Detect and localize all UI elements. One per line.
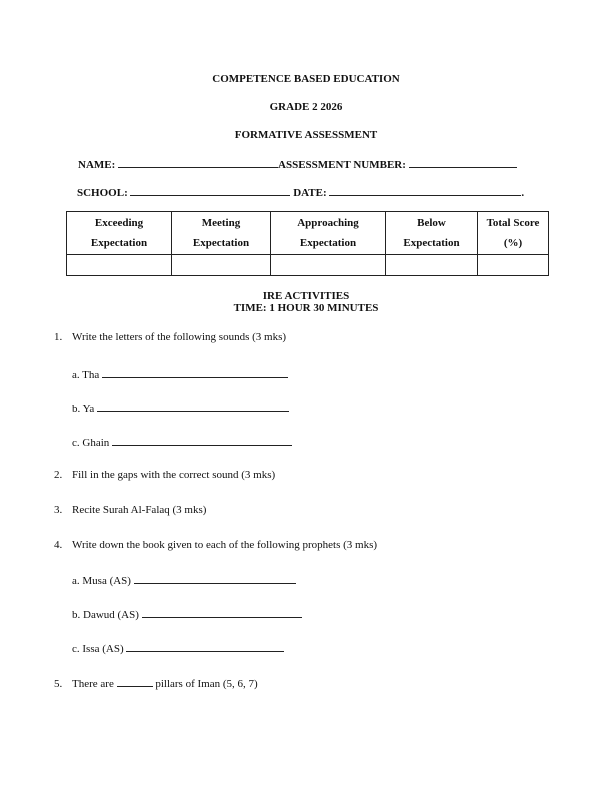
question-1b: b. Ya bbox=[72, 401, 289, 415]
answer-4a[interactable] bbox=[134, 573, 296, 584]
question-4b: b. Dawud (AS) bbox=[72, 607, 302, 621]
name-label: NAME: bbox=[78, 159, 116, 171]
section-title: IRE ACTIVITIES bbox=[262, 290, 350, 302]
school-row bbox=[77, 185, 524, 199]
answer-5[interactable] bbox=[117, 676, 153, 687]
assessment-number-field[interactable] bbox=[409, 157, 517, 168]
header-meeting: Meeting Expectation bbox=[172, 212, 271, 255]
answer-4b[interactable] bbox=[142, 607, 302, 618]
score-table bbox=[66, 211, 549, 276]
date-label: DATE: bbox=[293, 187, 327, 199]
name-row bbox=[78, 157, 517, 171]
section-time: TIME: 1 HOUR 30 MINUTES bbox=[233, 302, 379, 314]
answer-1c[interactable] bbox=[112, 435, 292, 446]
header-approaching: Approaching Expectation bbox=[271, 212, 386, 255]
date-field[interactable] bbox=[329, 185, 521, 196]
cell-exceeding[interactable] bbox=[67, 255, 172, 276]
date-period: . bbox=[521, 187, 525, 199]
header-total-score: Total Score (%) bbox=[478, 212, 549, 255]
school-label: SCHOOL: bbox=[77, 187, 128, 199]
school-field[interactable] bbox=[130, 185, 290, 196]
grade-title: GRADE 2 2026 bbox=[269, 101, 343, 113]
cell-below[interactable] bbox=[386, 255, 478, 276]
question-4c: c. Issa (AS) bbox=[72, 641, 284, 655]
header-title: COMPETENCE BASED EDUCATION bbox=[212, 73, 400, 85]
name-field[interactable] bbox=[118, 157, 278, 168]
header-below: Below Expectation bbox=[386, 212, 478, 255]
assessment-title: FORMATIVE ASSESSMENT bbox=[234, 129, 378, 141]
question-2: 2. Fill in the gaps with the correct sound (3 mks) bbox=[54, 469, 276, 481]
question-1a: a. Tha bbox=[72, 367, 288, 381]
assessment-number-label: ASSESSMENT NUMBER: bbox=[278, 159, 406, 171]
question-4a: a. Musa (AS) bbox=[72, 573, 296, 587]
question-5: 5. There are pillars of Iman (5, 6, 7) bbox=[54, 678, 258, 690]
cell-total-score[interactable] bbox=[478, 255, 549, 276]
answer-4c[interactable] bbox=[126, 641, 284, 652]
cell-meeting[interactable] bbox=[172, 255, 271, 276]
question-3: 3. Recite Surah Al-Falaq (3 mks) bbox=[54, 504, 207, 516]
question-1: 1. Write the letters of the following sounds (3 mks) bbox=[54, 331, 287, 343]
header-exceeding: Exceeding Expectation bbox=[67, 212, 172, 255]
answer-1a[interactable] bbox=[102, 367, 288, 378]
question-4: 4. Write down the book given to each of the following prophets (3 mks) bbox=[54, 539, 378, 551]
answer-1b[interactable] bbox=[97, 401, 289, 412]
cell-approaching[interactable] bbox=[271, 255, 386, 276]
question-1c: c. Ghain bbox=[72, 435, 292, 449]
